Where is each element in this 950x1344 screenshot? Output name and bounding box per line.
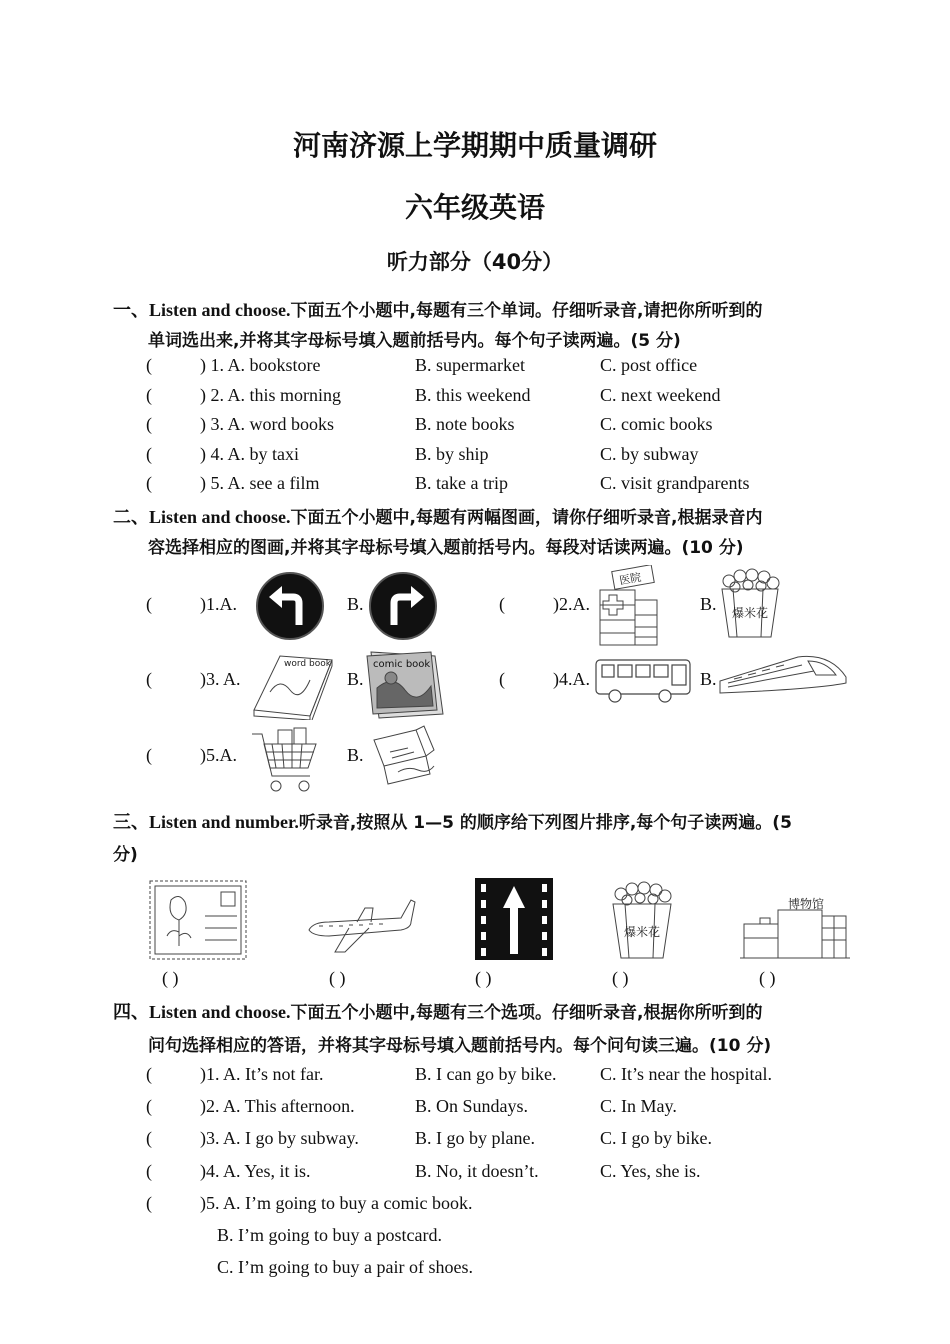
- answer-blank[interactable]: ( ): [475, 968, 492, 988]
- part-title: 听力部分（40分）: [386, 250, 564, 274]
- option-b: B. No, it doesn’t.: [415, 1161, 539, 1181]
- hospital-sign-text: 医院: [618, 570, 643, 588]
- turn-right-sign-icon: [368, 571, 438, 641]
- paren-open: (: [146, 745, 152, 765]
- option-c: C. post office: [600, 355, 698, 375]
- museum-text: 博物馆: [788, 897, 825, 911]
- option-c: C. comic books: [600, 414, 713, 434]
- paren-open: (: [146, 414, 152, 434]
- section-4-heading-line2: 问句选择相应的答语，并将其字母标号填入题前括号内。每个问句读三遍。(10 分): [148, 1036, 772, 1056]
- question: )1. A. It’s not far.: [200, 1064, 324, 1084]
- option-c: C. I’m going to buy a pair of shoes.: [217, 1257, 473, 1277]
- option-b-label: B.: [700, 669, 717, 689]
- go-straight-sign-icon: [475, 878, 553, 960]
- q3-label: )3. A.: [200, 669, 241, 689]
- option-c: C. In May.: [600, 1096, 677, 1116]
- option-b: B. note books: [415, 414, 515, 434]
- question: ) 4. A. by taxi: [200, 444, 299, 464]
- word-book-text: word book: [284, 659, 331, 669]
- option-c: C. It’s near the hospital.: [600, 1064, 772, 1084]
- section-3-heading: 三、Listen and number.听录音,按照从 1—5 的顺序给下列图片排序,每个句子读两遍。(5: [113, 812, 792, 833]
- answer-blank[interactable]: ( ): [162, 968, 179, 988]
- option-b: B. take a trip: [415, 473, 508, 493]
- option-b: B. I’m going to buy a postcard.: [217, 1225, 442, 1245]
- question: ) 1. A. bookstore: [200, 355, 321, 375]
- paren-open: (: [146, 355, 152, 375]
- popcorn-icon: [715, 567, 785, 639]
- suitcase-icon: [368, 722, 446, 794]
- q5-label: )5.A.: [200, 745, 237, 765]
- hospital-icon: [595, 565, 660, 647]
- option-b-label: B.: [347, 594, 364, 614]
- option-c: C. I go by bike.: [600, 1128, 712, 1148]
- option-b: B. I go by plane.: [415, 1128, 535, 1148]
- answer-blank[interactable]: ( ): [612, 968, 629, 988]
- paren-open: (: [146, 1161, 152, 1181]
- paren-open: (: [146, 444, 152, 464]
- q2-label: )2.A.: [553, 594, 590, 614]
- option-c: C. Yes, she is.: [600, 1161, 701, 1181]
- question: )5. A. I’m going to buy a comic book.: [200, 1193, 473, 1213]
- paren-open: (: [146, 669, 152, 689]
- section-1-heading: [113, 296, 762, 322]
- paren-open: (: [146, 1064, 152, 1084]
- paren-open: (: [146, 594, 152, 614]
- comic-book-icon: [365, 648, 447, 720]
- option-b: B. I can go by bike.: [415, 1064, 557, 1084]
- paren-open: (: [499, 669, 505, 689]
- question: )3. A. I go by subway.: [200, 1128, 359, 1148]
- paren-open: (: [146, 1096, 152, 1116]
- paren-open: (: [146, 1128, 152, 1148]
- page-title: 河南济源上学期期中质量调研: [292, 129, 657, 162]
- airplane-icon: [305, 894, 417, 956]
- q4-label: )4.A.: [553, 669, 590, 689]
- popcorn-text: 爆米花: [732, 606, 769, 620]
- bus-icon: [593, 656, 693, 704]
- option-c: C. visit grandparents: [600, 473, 750, 493]
- comic-book-text: comic book: [373, 659, 431, 670]
- section-1-cn: 下面五个小题中,每题有三个单词。仔细听录音,请把你所听到的: [290, 301, 763, 321]
- museum-icon: [740, 894, 850, 960]
- question: ) 3. A. word books: [200, 414, 334, 434]
- option-b: B. this weekend: [415, 385, 531, 405]
- turn-left-sign-icon: [255, 571, 325, 641]
- popcorn-icon: [607, 880, 677, 960]
- train-icon: [718, 651, 850, 699]
- word-book-icon: [250, 652, 335, 720]
- section-1-en: 一、Listen and choose.: [113, 300, 291, 320]
- option-b: B. On Sundays.: [415, 1096, 529, 1116]
- answer-blank[interactable]: ( ): [329, 968, 346, 988]
- paren-open: (: [146, 385, 152, 405]
- section-2-heading-line2: 容选择相应的图画,并将其字母标号填入题前括号内。每段对话读两遍。(10 分): [148, 538, 744, 558]
- section-3-heading-line2: 分): [113, 845, 138, 865]
- option-b: B. supermarket: [415, 355, 525, 375]
- paren-open: (: [499, 594, 505, 614]
- popcorn-text: 爆米花: [624, 925, 661, 939]
- option-c: C. next weekend: [600, 385, 721, 405]
- paren-open: (: [146, 473, 152, 493]
- page-subtitle: 六年级英语: [404, 191, 545, 224]
- answer-blank[interactable]: ( ): [759, 968, 776, 988]
- paren-open: (: [146, 1193, 152, 1213]
- option-c: C. by subway: [600, 444, 699, 464]
- question: )4. A. Yes, it is.: [200, 1161, 311, 1181]
- q1-label: )1.A.: [200, 594, 237, 614]
- option-b-label: B.: [347, 745, 364, 765]
- section-2-heading: 二、Listen and choose.下面五个小题中,每题有两幅图画，请你仔细听录音,根据录音内: [113, 507, 763, 528]
- postcard-icon: [149, 880, 247, 960]
- section-1-heading-line2: 单词选出来,并将其字母标号填入题前括号内。每个句子读两遍。(5 分): [148, 331, 681, 351]
- question: ) 2. A. this morning: [200, 385, 342, 405]
- option-b-label: B.: [700, 594, 717, 614]
- option-b-label: B.: [347, 669, 364, 689]
- shopping-cart-icon: [248, 724, 320, 796]
- question: )2. A. This afternoon.: [200, 1096, 355, 1116]
- question: ) 5. A. see a film: [200, 473, 320, 493]
- section-4-heading: 四、Listen and choose.下面五个小题中,每题有三个选项。仔细听录音,根据你所听到的: [113, 1002, 763, 1023]
- option-b: B. by ship: [415, 444, 489, 464]
